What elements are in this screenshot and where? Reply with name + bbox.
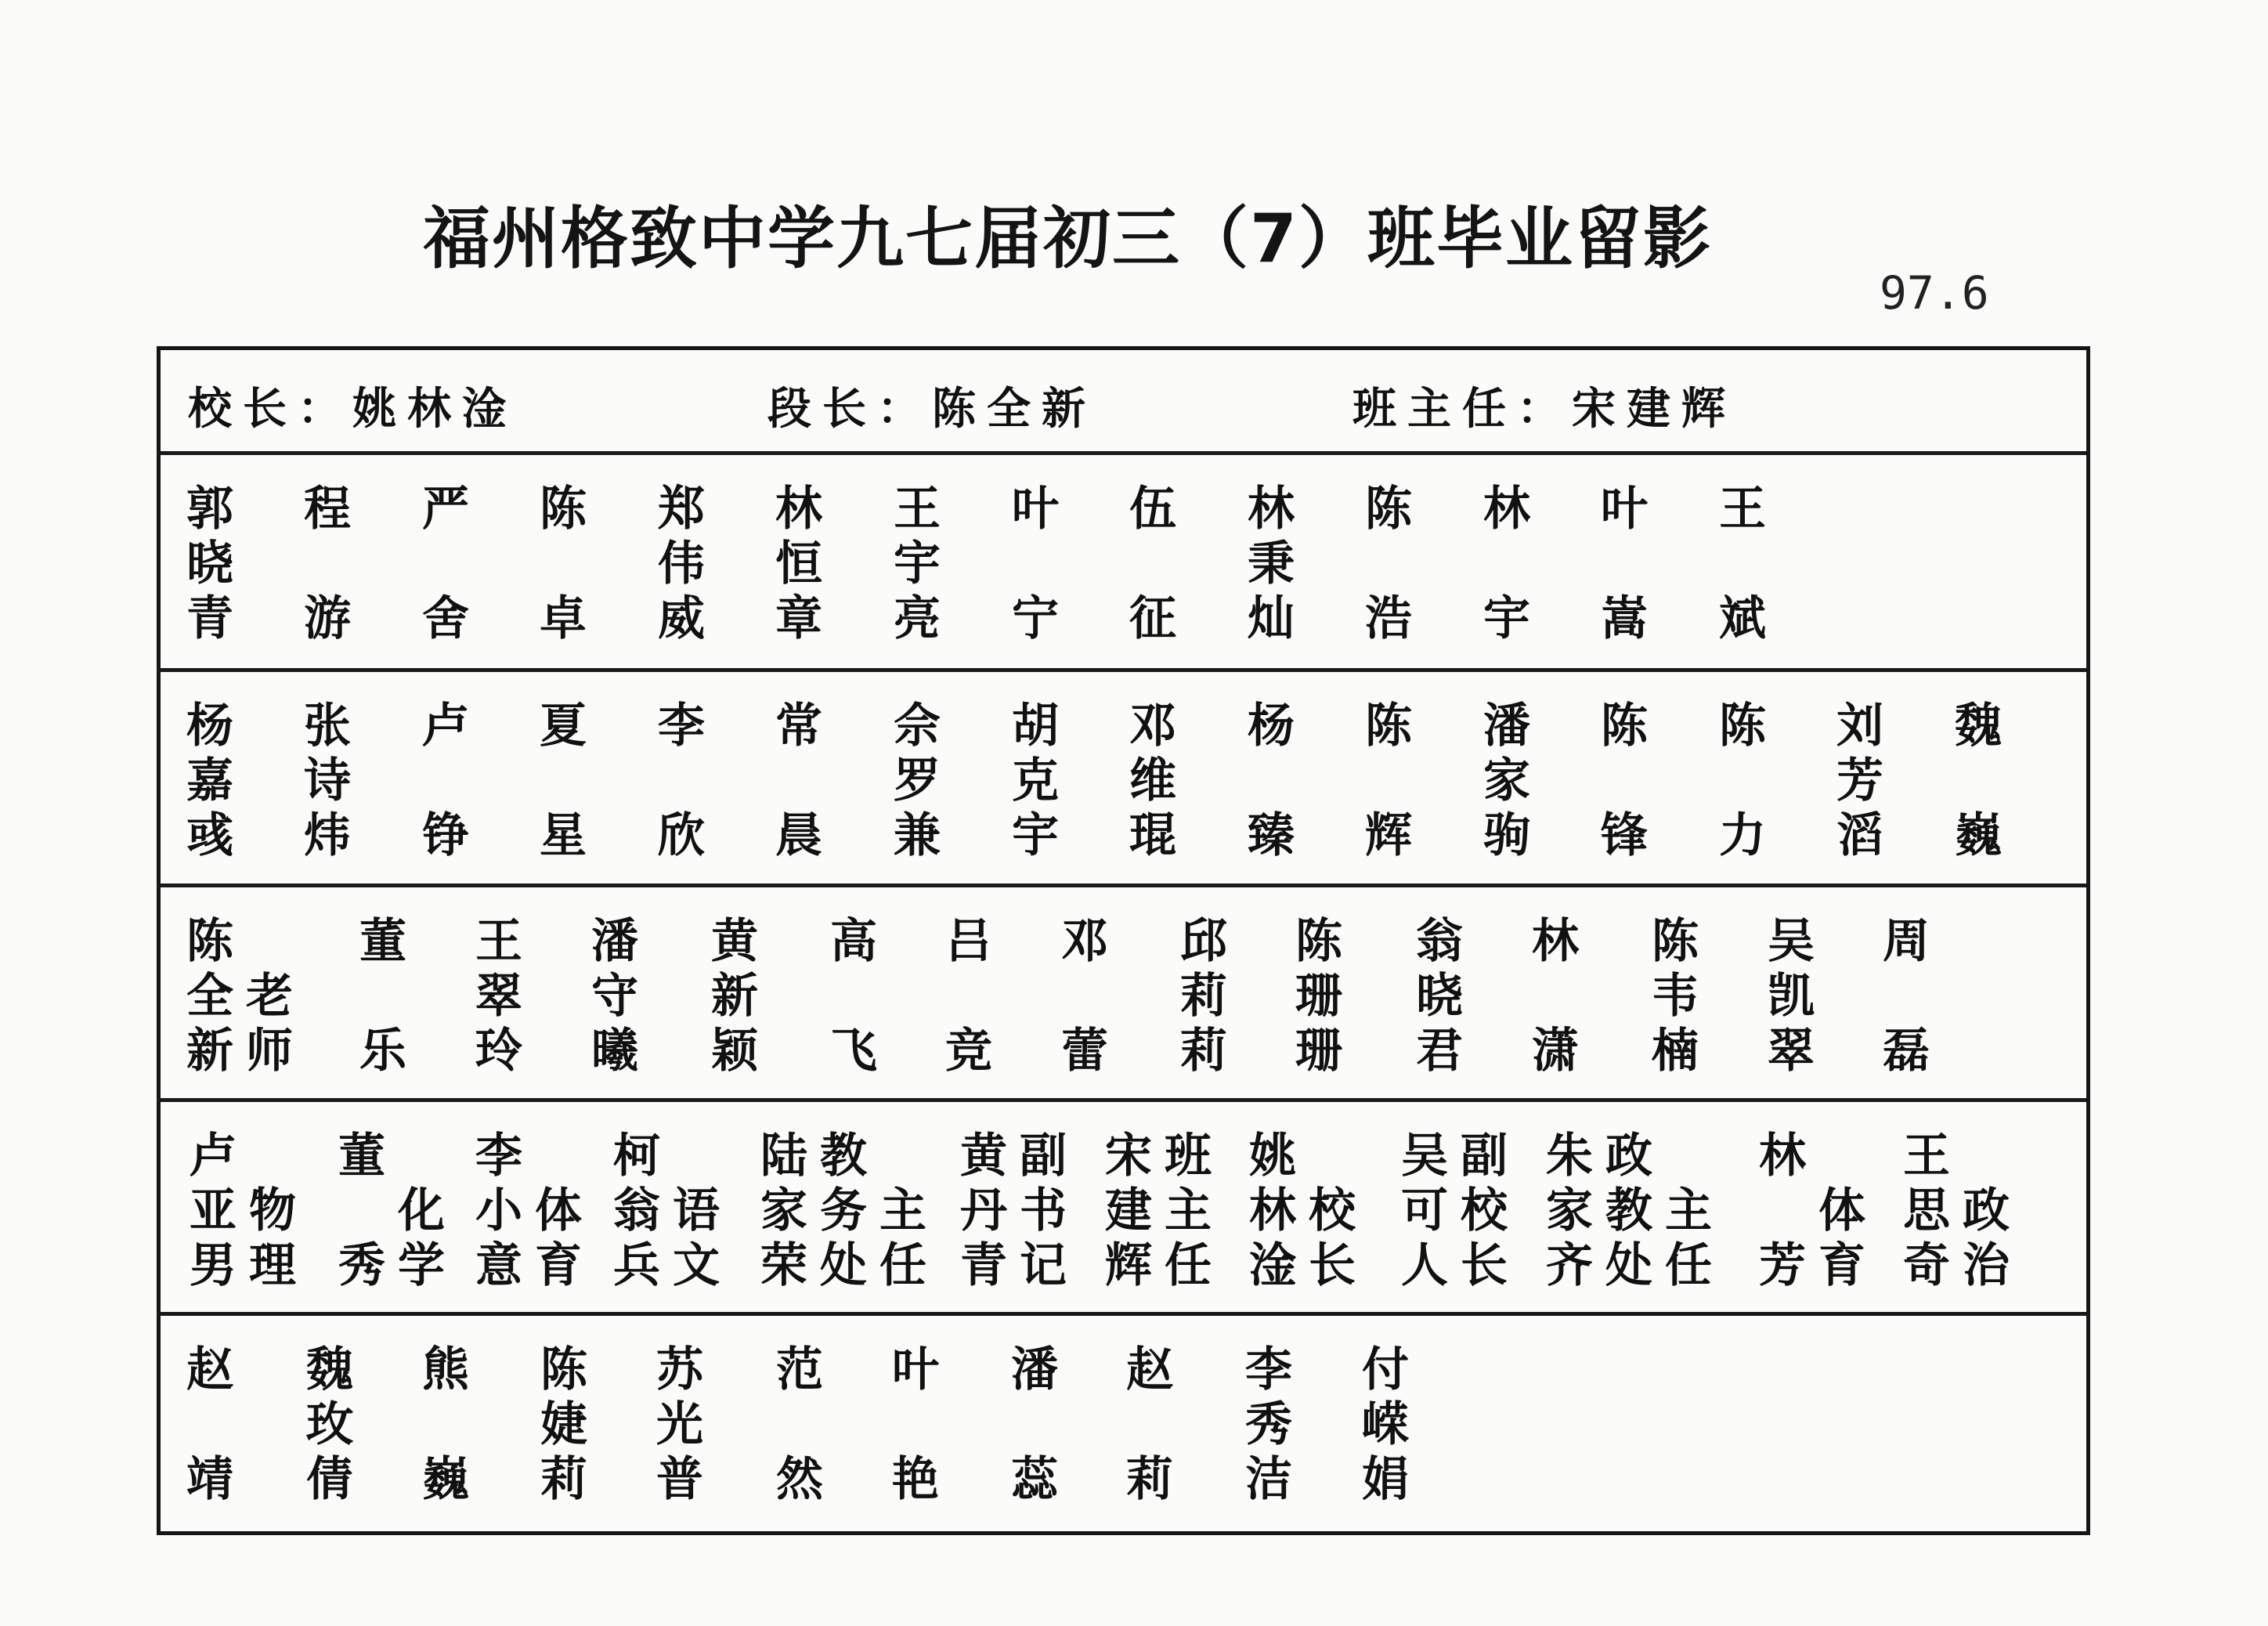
- name-top-line: 叶: [1601, 482, 1660, 537]
- name-bottom-line: 卓: [540, 591, 599, 646]
- name-bottom-line: 秀学: [338, 1238, 457, 1293]
- photo-date: 97.6: [1880, 266, 1989, 320]
- name-bottom-line: 玲: [475, 1024, 535, 1079]
- name-top-line: 叶: [1012, 482, 1071, 537]
- row-divider: [157, 1312, 2086, 1316]
- name-middle-line: 罗: [894, 753, 953, 808]
- name-middle-line: 思政: [1903, 1183, 2022, 1238]
- name-top-line: 张: [304, 699, 363, 753]
- name-top-line: 胡: [1012, 699, 1071, 753]
- name-middle-line: 维: [1129, 753, 1189, 808]
- name-middle-line: 体: [1759, 1183, 1878, 1238]
- name-top-line: 宋班: [1105, 1129, 1224, 1183]
- name-top-line: 林: [775, 482, 835, 537]
- name-top-line: 王: [894, 482, 953, 537]
- name-bottom-line: 潇: [1532, 1024, 1591, 1079]
- name-bottom-line: 辉: [1365, 808, 1425, 863]
- name-bottom-line: 星: [540, 808, 599, 863]
- name-top-line: 林: [1248, 482, 1307, 537]
- name-top-line: 李: [1245, 1342, 1305, 1397]
- name-top-line: 邓: [1129, 699, 1189, 753]
- name-middle-line: 丹书: [960, 1183, 1079, 1238]
- name-bottom-line: 青记: [960, 1238, 1079, 1293]
- name-bottom-line: 君: [1416, 1024, 1475, 1079]
- name-bottom-line: 齐处任: [1546, 1238, 1724, 1293]
- name-top-line: 陈: [1601, 699, 1660, 753]
- name-top-line: 翁: [1416, 914, 1475, 969]
- name-bottom-line: 欣: [658, 808, 717, 863]
- name-middle-line: 嵘: [1362, 1397, 1421, 1452]
- name-top-line: 陈: [1719, 699, 1779, 753]
- name-bottom-line: 莉: [540, 1452, 600, 1507]
- name-middle-line: 伟: [658, 537, 717, 591]
- name-bottom-line: 锋: [1601, 808, 1660, 863]
- name-top-line: 范: [776, 1342, 836, 1397]
- name-bottom-line: 兵文: [613, 1238, 732, 1293]
- name-bottom-line: 琨: [1129, 808, 1189, 863]
- name-bottom-line: 驹: [1483, 808, 1543, 863]
- name-top-line: 叶: [892, 1342, 952, 1397]
- name-middle-line: 玫: [306, 1397, 366, 1452]
- name-top-line: 杨: [1248, 699, 1307, 753]
- name-middle-line: 克: [1012, 753, 1071, 808]
- name-top-line: 吴: [1768, 914, 1827, 969]
- name-top-line: 林: [1759, 1129, 1818, 1183]
- name-top-line: 邱: [1180, 914, 1240, 969]
- name-top-line: 杨: [186, 699, 246, 753]
- name-bottom-line: 游: [304, 591, 363, 646]
- name-bottom-line: 辉任: [1105, 1238, 1224, 1293]
- name-middle-line: 翁语: [613, 1183, 732, 1238]
- name-bottom-line: 娟: [1362, 1452, 1421, 1507]
- name-top-line: 吕: [945, 914, 1005, 969]
- name-bottom-line: 宇: [1012, 808, 1071, 863]
- name-top-line: 陈: [540, 1342, 600, 1397]
- class-teacher-label: 班主任：宋建辉: [1352, 383, 1736, 435]
- name-bottom-line: 奇治: [1903, 1238, 2022, 1293]
- name-middle-line: 家务主: [760, 1183, 939, 1238]
- name-top-line: 邓: [1061, 914, 1121, 969]
- name-top-line: 潘: [591, 914, 651, 969]
- name-bottom-line: 莉: [1180, 1024, 1240, 1079]
- name-bottom-line: 晨: [775, 808, 835, 863]
- name-bottom-line: 彧: [186, 808, 246, 863]
- name-top-line: 陈: [1365, 482, 1425, 537]
- name-bottom-line: 淦长: [1249, 1238, 1368, 1293]
- name-top-line: 黄副: [960, 1129, 1079, 1183]
- name-middle-line: 韦: [1652, 969, 1711, 1024]
- name-bottom-line: 珊: [1295, 1024, 1355, 1079]
- name-top-line: 董: [359, 914, 419, 969]
- name-top-line: 吴副: [1401, 1129, 1520, 1183]
- name-middle-line: 亚物: [190, 1183, 309, 1238]
- name-top-line: 陈: [186, 914, 246, 969]
- name-bottom-line: 斌: [1719, 591, 1779, 646]
- grade-head-label: 段长：陈全新: [767, 383, 1096, 435]
- name-middle-line: 家: [1483, 753, 1543, 808]
- name-bottom-line: 巍: [1955, 808, 2014, 863]
- name-middle-line: 嘉: [186, 753, 246, 808]
- name-top-line: 黄: [711, 914, 771, 969]
- name-bottom-line: 宁: [1012, 591, 1071, 646]
- name-bottom-line: 蕾: [1061, 1024, 1121, 1079]
- name-top-line: 朱政: [1546, 1129, 1665, 1183]
- name-middle-line: 全老: [186, 969, 305, 1024]
- name-top-line: 潘: [1483, 699, 1543, 753]
- name-top-line: 赵: [186, 1342, 246, 1397]
- name-bottom-line: 征: [1129, 591, 1189, 646]
- name-middle-line: 守: [591, 969, 651, 1024]
- name-middle-line: 可校: [1401, 1183, 1520, 1238]
- name-bottom-line: 亮: [894, 591, 953, 646]
- name-bottom-line: 浩: [1365, 591, 1425, 646]
- name-top-line: 陈: [1652, 914, 1711, 969]
- name-bottom-line: 巍: [422, 1452, 482, 1507]
- name-top-line: 郑: [658, 482, 717, 537]
- name-middle-line: 恒: [775, 537, 835, 591]
- name-middle-line: 小体: [475, 1183, 594, 1238]
- name-bottom-line: 兼: [894, 808, 953, 863]
- row-divider: [157, 883, 2086, 887]
- name-bottom-line: 臻: [1248, 808, 1307, 863]
- name-top-line: 魏: [306, 1342, 366, 1397]
- name-top-line: 陈: [1295, 914, 1355, 969]
- name-middle-line: 翠: [475, 969, 535, 1024]
- name-top-line: 刘: [1836, 699, 1896, 753]
- name-top-line: 王: [1903, 1129, 1963, 1183]
- row-divider: [157, 668, 2086, 672]
- name-bottom-line: 荣处任: [760, 1238, 939, 1293]
- name-top-line: 付: [1362, 1342, 1421, 1397]
- name-bottom-line: 莉: [1126, 1452, 1186, 1507]
- name-middle-line: 光: [656, 1397, 716, 1452]
- name-bottom-line: 洁: [1245, 1452, 1305, 1507]
- name-bottom-line: 人长: [1401, 1238, 1520, 1293]
- name-bottom-line: 力: [1719, 808, 1779, 863]
- name-top-line: 程: [304, 482, 363, 537]
- photo-title: 福州格致中学九七届初三（7）班毕业留影: [423, 200, 1712, 278]
- name-bottom-line: 蕊: [1011, 1452, 1071, 1507]
- name-middle-line: 秉: [1248, 537, 1307, 591]
- name-top-line: 卢: [422, 699, 482, 753]
- name-bottom-line: 芳育: [1759, 1238, 1878, 1293]
- row-divider: [157, 1098, 2086, 1102]
- name-bottom-line: 竞: [945, 1024, 1005, 1079]
- name-middle-line: 建主: [1105, 1183, 1224, 1238]
- name-top-line: 夏: [540, 699, 599, 753]
- principal-label: 校长：姚林淦: [188, 383, 517, 435]
- name-top-line: 郭: [186, 482, 246, 537]
- name-bottom-line: 倩: [306, 1452, 366, 1507]
- name-middle-line: 秀: [1245, 1397, 1305, 1452]
- name-middle-line: 家教主: [1546, 1183, 1724, 1238]
- name-bottom-line: 章: [775, 591, 835, 646]
- name-top-line: 周: [1883, 914, 1942, 969]
- name-top-line: 潘: [1011, 1342, 1071, 1397]
- name-bottom-line: 意育: [475, 1238, 594, 1293]
- name-top-line: 姚: [1249, 1129, 1309, 1183]
- name-middle-line: 芳: [1836, 753, 1896, 808]
- name-top-line: 苏: [656, 1342, 716, 1397]
- name-bottom-line: 新师: [186, 1024, 305, 1079]
- name-top-line: 严: [422, 482, 482, 537]
- name-top-line: 常: [775, 699, 835, 753]
- name-middle-line: 宇: [894, 537, 953, 591]
- name-bottom-line: 宇: [1483, 591, 1543, 646]
- name-bottom-line: 楠: [1652, 1024, 1711, 1079]
- name-bottom-line: 男理: [190, 1238, 309, 1293]
- name-top-line: 魏: [1955, 699, 2014, 753]
- name-bottom-line: 颖: [711, 1024, 771, 1079]
- name-top-line: 赵: [1126, 1342, 1186, 1397]
- name-top-line: 陈: [540, 482, 599, 537]
- name-top-line: 佘: [894, 699, 953, 753]
- name-top-line: 林: [1483, 482, 1543, 537]
- name-top-line: 董: [338, 1129, 398, 1183]
- name-top-line: 王: [1719, 482, 1779, 537]
- name-middle-line: 新: [711, 969, 771, 1024]
- name-top-line: 陈: [1365, 699, 1425, 753]
- name-bottom-line: 普: [656, 1452, 716, 1507]
- name-middle-line: 晓: [186, 537, 246, 591]
- name-top-line: 伍: [1129, 482, 1189, 537]
- name-top-line: 林: [1532, 914, 1591, 969]
- name-bottom-line: 艳: [892, 1452, 952, 1507]
- name-top-line: 王: [475, 914, 535, 969]
- name-bottom-line: 乐: [359, 1024, 419, 1079]
- name-top-line: 李: [658, 699, 717, 753]
- name-bottom-line: 铮: [422, 808, 482, 863]
- name-bottom-line: 曦: [591, 1024, 651, 1079]
- name-bottom-line: 飞: [830, 1024, 890, 1079]
- name-middle-line: 晓: [1416, 969, 1475, 1024]
- name-bottom-line: 滔: [1836, 808, 1896, 863]
- name-middle-line: 化: [338, 1183, 457, 1238]
- name-bottom-line: 炜: [304, 808, 363, 863]
- name-top-line: 高: [830, 914, 890, 969]
- name-bottom-line: 然: [776, 1452, 836, 1507]
- name-bottom-line: 翠: [1768, 1024, 1827, 1079]
- name-bottom-line: 威: [658, 591, 717, 646]
- name-top-line: 李: [475, 1129, 535, 1183]
- name-bottom-line: 青: [186, 591, 246, 646]
- name-middle-line: 莉: [1180, 969, 1240, 1024]
- name-middle-line: 婕: [540, 1397, 600, 1452]
- name-bottom-line: 灿: [1248, 591, 1307, 646]
- name-bottom-line: 舍: [422, 591, 482, 646]
- name-middle-line: 林校: [1249, 1183, 1368, 1238]
- name-top-line: 柯: [613, 1129, 673, 1183]
- name-middle-line: 珊: [1295, 969, 1355, 1024]
- name-middle-line: 凯: [1768, 969, 1827, 1024]
- row-divider: [157, 451, 2086, 455]
- name-top-line: 卢: [190, 1129, 249, 1183]
- name-bottom-line: 靖: [186, 1452, 246, 1507]
- name-top-line: 陆教: [760, 1129, 879, 1183]
- name-middle-line: 诗: [304, 753, 363, 808]
- name-bottom-line: 嵩: [1601, 591, 1660, 646]
- name-bottom-line: 磊: [1883, 1024, 1942, 1079]
- name-top-line: 熊: [422, 1342, 482, 1397]
